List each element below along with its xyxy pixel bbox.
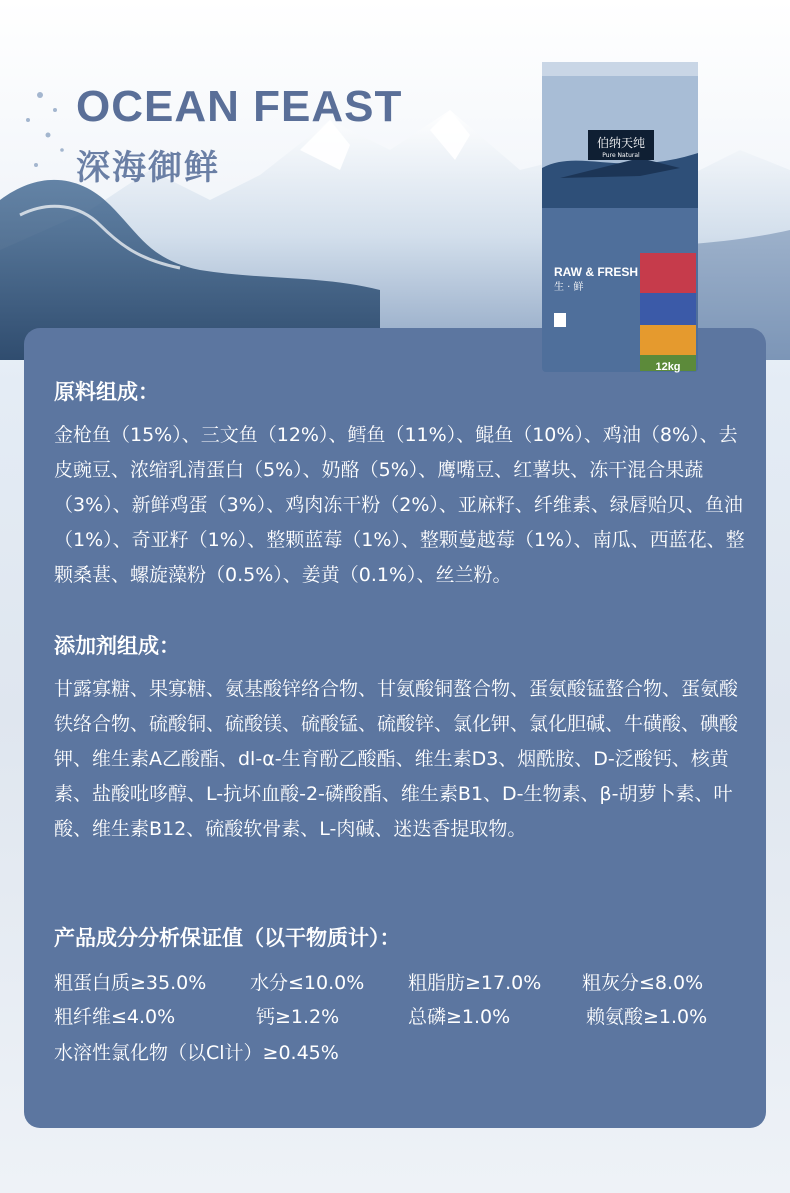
ingredients-heading: 原料组成：	[54, 380, 159, 404]
analysis-item-moisture: 水分≤10.0%	[250, 972, 365, 994]
analysis-item-chloride: 水溶性氯化物（以Cl计）≥0.45%	[54, 1042, 339, 1064]
title-english: OCEAN FEAST	[76, 82, 403, 131]
analysis-item-protein: 粗蛋白质≥35.0%	[54, 972, 207, 994]
bag-weight: 12kg	[655, 361, 681, 373]
additives-text: 甘露寡糖、果寡糖、氨基酸锌络合物、甘氨酸铜螯合物、蛋氨酸锰螯合物、蛋氨酸铁络合物、硫酸铜、硫酸镁、硫酸锰、硫酸锌、氯化钾、氯化胆碱、牛磺酸、碘酸钾、维生素A乙酸酯、dl-α-生育酚乙酸酯、维生素D3、烟酰胺、D-泛酸钙、核黄素、盐酸吡哆醇、L-抗坏血酸-2-磷酸酯、维生素B1、D-生物素、β-胡萝卜素、叶酸、维生素B12、硫酸软骨素、L-肉碱、迷迭香提取物。	[54, 678, 739, 840]
product-bag-image	[540, 58, 700, 376]
analysis-heading: 产品成分分析保证值（以干物质计）：	[54, 926, 401, 950]
analysis-item-lysine: 赖氨酸≥1.0%	[586, 1006, 708, 1028]
analysis-item-fat: 粗脂肪≥17.0%	[408, 972, 542, 994]
analysis-item-calcium: 钙≥1.2%	[256, 1006, 340, 1028]
additives-heading: 添加剂组成：	[54, 634, 180, 658]
ingredients-section	[54, 376, 748, 593]
bag-line-cn: 生 · 鲜	[554, 282, 584, 293]
analysis-item-phosphorus: 总磷≥1.0%	[408, 1006, 511, 1028]
bag-line: RAW & FRESH	[554, 265, 638, 279]
bag-brand-en: Pure Natural	[602, 152, 640, 159]
analysis-section	[54, 922, 748, 952]
additives-section	[54, 630, 748, 847]
analysis-item-fiber: 粗纤维≤4.0%	[54, 1006, 176, 1028]
bag-brand-cn: 伯纳天纯	[596, 136, 646, 150]
title-chinese: 深海御鲜	[76, 148, 220, 188]
ingredients-text: 金枪鱼（15%）、三文鱼（12%）、鳕鱼（11%）、鲲鱼（10%）、鸡油（8%）、去皮豌豆、浓缩乳清蛋白（5%）、奶酪（5%）、鹰嘴豆、红薯块、冻干混合果蔬（3%）、新鲜鸡蛋（3%）、鸡肉冻干粉（2%）、亚麻籽、纤维素、绿唇贻贝、鱼油（1%）、奇亚籽（1%）、整颗蓝莓（1%）、整颗蔓越莓（1%）、南瓜、西蓝花、整颗桑葚、螺旋藻粉（0.5%）、姜黄（0.1%）、丝兰粉。	[54, 424, 745, 586]
analysis-item-ash: 粗灰分≤8.0%	[582, 972, 704, 994]
